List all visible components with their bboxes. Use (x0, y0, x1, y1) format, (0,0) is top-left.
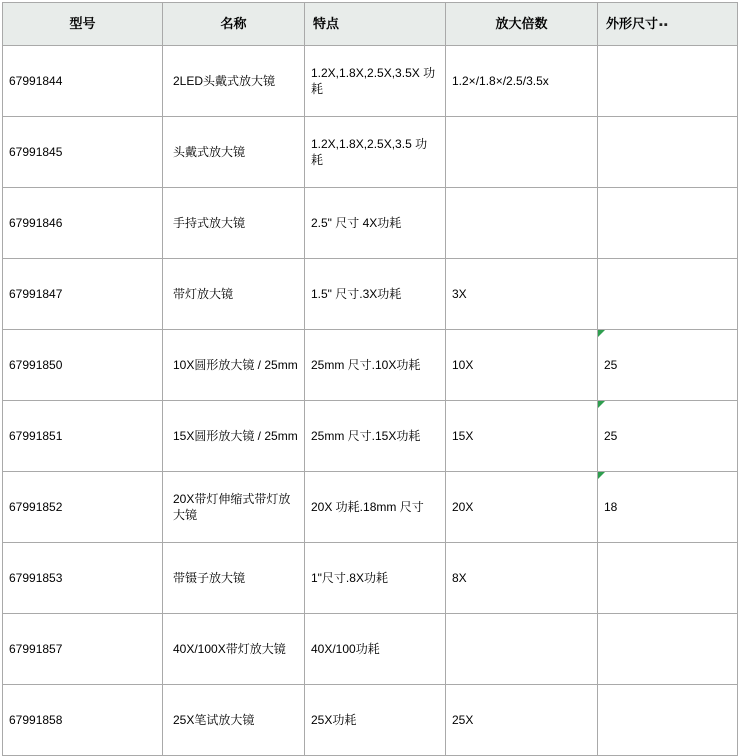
cell-dimension (598, 543, 738, 614)
table-header (3, 3, 738, 46)
cell-magnification (446, 259, 598, 330)
cell-feature (305, 614, 446, 685)
cell-name (163, 543, 305, 614)
cell-model-text: 67991852 (9, 499, 63, 514)
column-header-name: 名称 (163, 3, 305, 46)
cell-feature-text: 25mm 尺寸.10X功耗 (311, 357, 421, 372)
column-header-dimension (598, 3, 738, 46)
column-header-dimension-unit: ▪▪ (659, 19, 669, 32)
table-row (3, 543, 738, 614)
comment-corner-marker-icon (598, 330, 605, 337)
cell-model (3, 46, 163, 117)
cell-feature-text: 1"尺寸.8X功耗 (311, 570, 388, 585)
cell-dimension (598, 614, 738, 685)
cell-name-text: 10X圆形放大镜 / 25mm (173, 357, 298, 372)
cell-magnification-text: 1.2×/1.8×/2.5/3.5x (452, 73, 549, 88)
cell-magnification (446, 117, 598, 188)
cell-model-text: 67991857 (9, 641, 63, 656)
table-row (3, 46, 738, 117)
cell-model-text: 67991851 (9, 428, 63, 443)
cell-model (3, 330, 163, 401)
table-row (3, 259, 738, 330)
cell-dimension (598, 259, 738, 330)
table-row (3, 685, 738, 756)
column-header-feature: 特点 (305, 3, 446, 46)
cell-name-text: 2LED头戴式放大镜 (173, 73, 276, 88)
cell-magnification (446, 330, 598, 401)
cell-model (3, 259, 163, 330)
cell-dimension (598, 188, 738, 259)
cell-model-text: 67991858 (9, 712, 63, 727)
cell-dimension-text: 18 (604, 499, 618, 514)
cell-name-text: 40X/100X带灯放大镜 (173, 641, 286, 656)
cell-dimension-text: 25 (604, 357, 618, 372)
cell-feature-text: 1.2X,1.8X,2.5X,3.5X 功耗 (311, 65, 436, 96)
cell-model-text: 67991844 (9, 73, 63, 88)
cell-model (3, 401, 163, 472)
cell-feature (305, 117, 446, 188)
cell-magnification-text: 10X (452, 357, 474, 372)
table-row (3, 472, 738, 543)
table-row (3, 117, 738, 188)
cell-feature (305, 330, 446, 401)
cell-name (163, 46, 305, 117)
magnifier-spec-table (2, 2, 738, 756)
cell-name-text: 15X圆形放大镜 / 25mm (173, 428, 298, 443)
cell-dimension (598, 117, 738, 188)
cell-name-text: 20X带灯伸缩式带灯放大镜 (173, 491, 291, 522)
table-row (3, 188, 738, 259)
cell-feature-text: 1.5" 尺寸.3X功耗 (311, 286, 402, 301)
comment-corner-marker-icon (598, 401, 605, 408)
table-body (3, 46, 738, 756)
cell-magnification (446, 472, 598, 543)
table-header-row (3, 3, 738, 46)
cell-name-text: 带镊子放大镜 (173, 570, 246, 585)
cell-feature (305, 543, 446, 614)
cell-name-text: 头戴式放大镜 (173, 144, 246, 159)
cell-magnification-text: 20X (452, 499, 474, 514)
cell-name-text: 25X笔试放大镜 (173, 712, 255, 727)
cell-feature-text: 40X/100功耗 (311, 641, 380, 656)
cell-model (3, 614, 163, 685)
cell-magnification (446, 685, 598, 756)
spec-table-sheet (0, 2, 742, 727)
cell-name-text: 带灯放大镜 (173, 286, 234, 301)
cell-magnification (446, 188, 598, 259)
column-header-model: 型号 (3, 3, 163, 46)
cell-magnification (446, 46, 598, 117)
cell-name (163, 330, 305, 401)
cell-name (163, 188, 305, 259)
cell-dimension (598, 685, 738, 756)
comment-corner-marker-icon (598, 472, 605, 479)
cell-feature (305, 401, 446, 472)
table-row (3, 614, 738, 685)
cell-magnification-text: 15X (452, 428, 474, 443)
cell-model (3, 543, 163, 614)
cell-model (3, 188, 163, 259)
cell-model (3, 685, 163, 756)
cell-feature (305, 46, 446, 117)
cell-feature (305, 259, 446, 330)
cell-name (163, 117, 305, 188)
cell-magnification (446, 614, 598, 685)
cell-name-text: 手持式放大镜 (173, 215, 246, 230)
cell-model-text: 67991846 (9, 215, 63, 230)
cell-magnification (446, 401, 598, 472)
cell-dimension (598, 472, 738, 543)
column-header-dimension-label: 外形尺寸 (606, 16, 659, 32)
cell-model-text: 67991850 (9, 357, 63, 372)
cell-feature (305, 685, 446, 756)
cell-magnification-text: 25X (452, 712, 474, 727)
cell-feature-text: 2.5" 尺寸 4X功耗 (311, 215, 402, 230)
cell-name (163, 685, 305, 756)
cell-dimension-text: 25 (604, 428, 618, 443)
cell-magnification-text: 3X (452, 286, 467, 301)
cell-dimension (598, 46, 738, 117)
cell-feature-text: 25mm 尺寸.15X功耗 (311, 428, 421, 443)
cell-model-text: 67991853 (9, 570, 63, 585)
column-header-magnification: 放大倍数 (446, 3, 598, 46)
cell-feature-text: 20X 功耗.18mm 尺寸 (311, 499, 424, 514)
cell-feature (305, 188, 446, 259)
cell-magnification (446, 543, 598, 614)
table-row (3, 330, 738, 401)
cell-feature-text: 1.2X,1.8X,2.5X,3.5 功耗 (311, 136, 428, 167)
cell-name (163, 401, 305, 472)
cell-feature-text: 25X功耗 (311, 712, 357, 727)
cell-dimension (598, 401, 738, 472)
cell-model-text: 67991845 (9, 144, 63, 159)
cell-model-text: 67991847 (9, 286, 63, 301)
cell-model (3, 117, 163, 188)
cell-name (163, 614, 305, 685)
cell-feature (305, 472, 446, 543)
cell-model (3, 472, 163, 543)
cell-dimension (598, 330, 738, 401)
cell-name (163, 472, 305, 543)
table-row (3, 401, 738, 472)
cell-magnification-text: 8X (452, 570, 467, 585)
cell-name (163, 259, 305, 330)
